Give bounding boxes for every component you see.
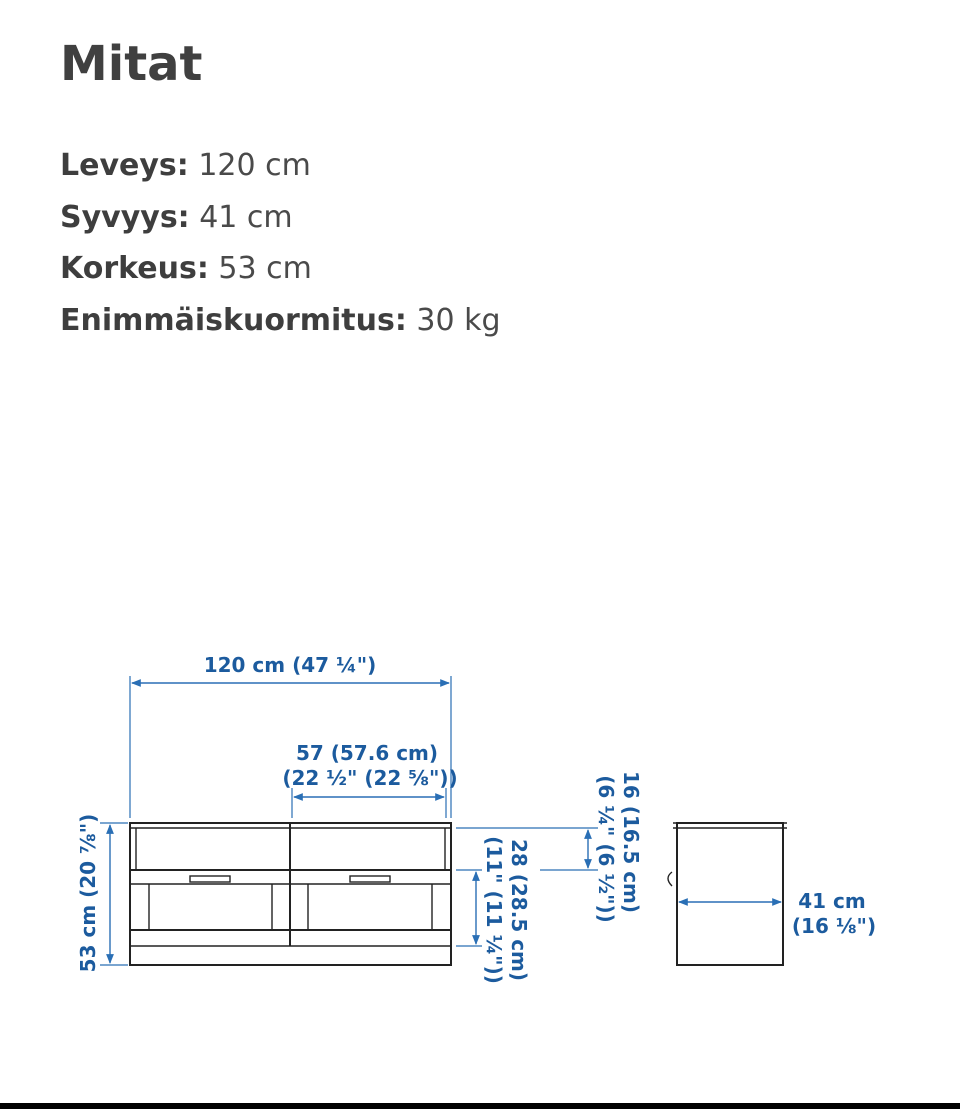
front-view: [130, 823, 451, 965]
upper-height-label-1: 16 (16.5 cm): [619, 770, 643, 914]
depth-label-2: (16 ⅛"): [791, 914, 877, 938]
spec-depth-value: 41 cm: [189, 199, 293, 235]
compartment-label-1: 57 (57.6 cm): [295, 741, 439, 765]
spec-depth-key: Syvyys:: [60, 199, 190, 235]
spec-depth: [60, 192, 501, 244]
side-outline: [677, 823, 783, 965]
bottom-edge-bar: [0, 1103, 960, 1109]
page-title: Mitat: [60, 36, 203, 92]
spec-height-key: Korkeus:: [60, 251, 209, 286]
side-view: [668, 823, 787, 965]
spec-height-value: 53 cm: [208, 251, 312, 286]
spec-height: [60, 243, 501, 295]
width-label: 120 cm (47 ¼"): [203, 653, 377, 677]
spec-max-load-value: 30 kg: [406, 302, 501, 338]
spec-width-value: 120 cm: [188, 148, 311, 183]
lower-height-label-1: 28 (28.5 cm): [507, 838, 531, 982]
spec-max-load-key: Enimmäiskuormitus:: [60, 302, 407, 338]
upper-height-label-2: (6 ¼" (6 ½")): [594, 775, 618, 923]
dimension-diagram: [0, 640, 960, 1040]
spec-width-key: Leveys:: [60, 148, 189, 183]
spec-max-load: [60, 295, 501, 347]
depth-label-1: 41 cm: [798, 889, 866, 913]
compartment-label-2: (22 ½" (22 ⅝")): [282, 766, 458, 790]
drawer-handle-right: [350, 876, 390, 882]
dimension-specs: [60, 140, 501, 346]
spec-width: [60, 140, 501, 192]
lower-height-label-2: (11" (11 ¼")): [482, 836, 506, 984]
height-label: 53 cm (20 ⅞"): [76, 813, 100, 973]
drawer-handle-left: [190, 876, 230, 882]
